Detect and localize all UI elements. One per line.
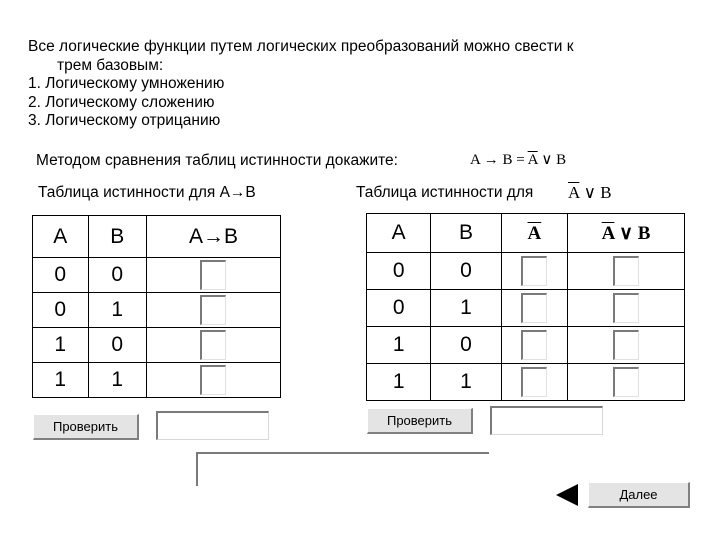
- table-row: [33, 258, 281, 293]
- cell-b: 1: [431, 290, 501, 327]
- answer-cell: [501, 327, 567, 364]
- cell-a: 1: [33, 363, 89, 398]
- check-button-table2[interactable]: Проверить: [367, 408, 473, 434]
- check-button-table1[interactable]: Проверить: [33, 414, 139, 440]
- table-header-row: [33, 216, 281, 258]
- header-not-a-label: $\overline{A}$: [527, 223, 542, 244]
- truth-table-implication: [32, 215, 281, 398]
- table-row: [367, 364, 685, 401]
- table-row: [367, 253, 685, 290]
- intro-line-2: трем базовым:: [57, 56, 164, 74]
- method-text: Методом сравнения таблиц истинности докажите:: [36, 152, 398, 169]
- header-a: А: [367, 214, 431, 253]
- header-rest: ∨ B: [614, 223, 651, 244]
- cell-b: 0: [88, 258, 146, 293]
- answer-cell: [568, 253, 685, 290]
- truth-table-disjunction: [366, 213, 685, 401]
- cell-b: 0: [88, 328, 146, 363]
- header-not-a: [501, 214, 567, 253]
- answer-input[interactable]: [521, 367, 547, 397]
- table-row: [33, 293, 281, 328]
- table2-caption: Таблица истинности для: [356, 184, 534, 201]
- answer-input[interactable]: [613, 256, 639, 286]
- cell-a: 1: [367, 327, 431, 364]
- intro-text: [28, 38, 574, 131]
- next-button[interactable]: Далее: [588, 482, 690, 508]
- back-arrow-icon[interactable]: [556, 484, 578, 506]
- conclusion-field[interactable]: [196, 452, 489, 486]
- cell-b: 1: [431, 364, 501, 401]
- intro-item-3: 3. Логическому отрицанию: [28, 112, 221, 129]
- answer-input[interactable]: [200, 295, 226, 325]
- result-field-table1[interactable]: [156, 411, 269, 440]
- intro-line-1: Все логические функции путем логических преобразований можно свести к: [28, 38, 574, 55]
- cell-b: 1: [88, 363, 146, 398]
- caption-formula-neg: $\overline{A}$: [568, 183, 580, 202]
- cell-a: 1: [33, 328, 89, 363]
- answer-input[interactable]: [521, 330, 547, 360]
- formula-left: A → B =: [470, 152, 528, 168]
- cell-a: 0: [33, 258, 89, 293]
- intro-item-2: 2. Логическому сложению: [28, 93, 215, 111]
- answer-cell: [501, 364, 567, 401]
- answer-cell: [568, 364, 685, 401]
- answer-cell: [146, 293, 280, 328]
- formula-right: ∨ B: [537, 152, 567, 168]
- cell-a: 1: [367, 364, 431, 401]
- table2-caption-formula: [568, 183, 612, 203]
- caption-formula-rest: ∨ B: [579, 183, 612, 202]
- table-row: [367, 327, 685, 364]
- answer-cell: [146, 363, 280, 398]
- answer-cell: [146, 258, 280, 293]
- answer-input[interactable]: [200, 330, 226, 360]
- cell-a: 0: [367, 253, 431, 290]
- table-row: [33, 328, 281, 363]
- answer-input[interactable]: [521, 293, 547, 323]
- proof-formula: [470, 150, 566, 169]
- answer-input[interactable]: [613, 330, 639, 360]
- cell-b: 1: [88, 293, 146, 328]
- header-not-a-or-b: [568, 214, 685, 253]
- answer-input[interactable]: [613, 367, 639, 397]
- header-not-a-or-b-label: [602, 223, 651, 244]
- table1-caption: Таблица истинности для А→В: [38, 184, 256, 201]
- answer-cell: [568, 327, 685, 364]
- answer-cell: [568, 290, 685, 327]
- answer-input[interactable]: [613, 293, 639, 323]
- cell-b: 0: [431, 327, 501, 364]
- cell-b: 0: [431, 253, 501, 290]
- header-a: А: [33, 216, 89, 258]
- header-a-implies-b: А→В: [146, 216, 280, 258]
- answer-input[interactable]: [200, 365, 226, 395]
- result-field-table2[interactable]: [490, 406, 603, 435]
- table-row: [33, 363, 281, 398]
- answer-cell: [501, 290, 567, 327]
- answer-cell: [146, 328, 280, 363]
- answer-cell: [501, 253, 567, 290]
- header-b: В: [88, 216, 146, 258]
- cell-a: 0: [33, 293, 89, 328]
- answer-input[interactable]: [521, 256, 547, 286]
- intro-item-1: 1. Логическому умножению: [28, 75, 225, 92]
- header-neg: $\overline{A}$: [601, 223, 615, 244]
- answer-input[interactable]: [200, 260, 226, 290]
- formula-neg: $\overline{A}$: [527, 152, 538, 168]
- header-b: В: [431, 214, 501, 253]
- table-row: [367, 290, 685, 327]
- table-header-row: [367, 214, 685, 253]
- cell-a: 0: [367, 290, 431, 327]
